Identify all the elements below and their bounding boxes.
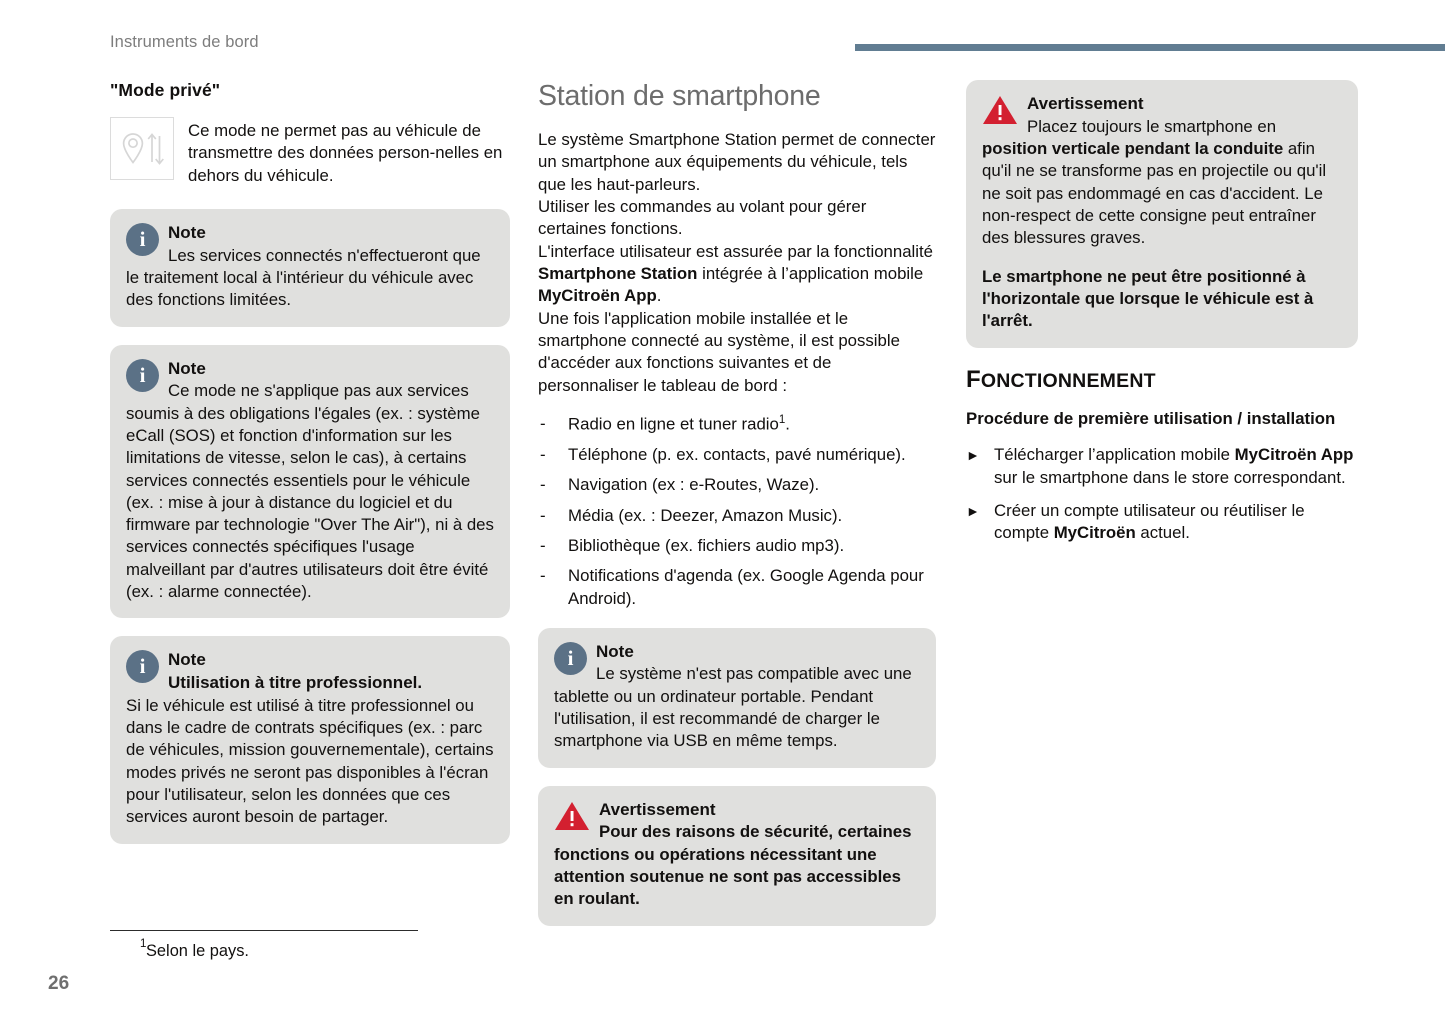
column-left bbox=[110, 80, 510, 862]
note-body: Les services connectés n'effectueront que le traitement local à l'intérieur du véhicule avec des fonctions limitées. bbox=[126, 245, 481, 310]
note-box bbox=[538, 628, 936, 768]
list-marker: - bbox=[540, 475, 546, 495]
list-item-suffix: . bbox=[785, 414, 790, 434]
private-mode-heading: "Mode privé" bbox=[110, 80, 221, 100]
list-marker: - bbox=[540, 505, 546, 525]
section-heading bbox=[966, 366, 1358, 394]
warning-body-post: afin qu'il ne se transforme pas en projectile ou qu'il ne soit pas endommagé en cas d'accident. Le non-respect de cette consigne peut entraîner des blessures graves. bbox=[982, 138, 1327, 248]
footnote-ref: 1 bbox=[778, 413, 786, 426]
note-subtitle: Utilisation à titre professionnel. bbox=[168, 673, 423, 693]
list-item-label: Bibliothèque (ex. fichiers audio mp3). bbox=[568, 535, 845, 555]
list-item bbox=[538, 413, 936, 436]
list-item bbox=[538, 444, 936, 466]
warning-triangle-icon bbox=[554, 800, 590, 832]
footnote-divider bbox=[110, 930, 418, 931]
list-marker: - bbox=[540, 444, 546, 464]
footnote-text: Selon le pays. bbox=[146, 942, 249, 960]
procedure-steps bbox=[966, 444, 1358, 544]
info-icon: i bbox=[126, 650, 159, 683]
column-right bbox=[966, 80, 1358, 556]
note-title: Note bbox=[168, 222, 206, 242]
footnote-marker: 1 bbox=[140, 938, 147, 950]
list-item bbox=[966, 444, 1358, 489]
section-heading-rest: ONCTIONNEMENT bbox=[980, 369, 1156, 392]
page-title: Station de smartphone bbox=[538, 80, 821, 112]
list-item bbox=[966, 500, 1358, 545]
intro-paragraph-1: Le système Smartphone Station permet de connecter un smartphone aux équipements du véhicule, tels que les haut-parleurs. bbox=[538, 130, 936, 194]
note-box bbox=[110, 209, 510, 327]
intro-3-mid: intégrée à l’application mobile bbox=[697, 263, 924, 283]
warning-body: Pour des raisons de sécurité, certaines fonctions ou opérations nécessitant une attention soutenue ne sont pas accessibles en roulant. bbox=[554, 822, 912, 909]
list-item-label: Téléphone (p. ex. contacts, pavé numérique). bbox=[568, 444, 906, 464]
note-body: Ce mode ne s'applique pas aux services soumis à des obligations l'égales (ex. : système eCall (SOS) et fonction d'information sur les limitations de vitesse, selon le cas), à certains services connectés essentiels pour le véhicule (ex. : mise à jour à distance du logiciel et du firmware par technologie "Over The Air"), ni à des services connectés spécifiques l'usage malveillant par d'autres utilisateurs doit être évité (ex. : alarme connectée). bbox=[126, 381, 494, 602]
warning-body-pre: Placez toujours le smartphone en bbox=[1027, 116, 1277, 136]
arrow-right-icon: ► bbox=[966, 447, 980, 464]
warning-title: Avertissement bbox=[599, 799, 716, 819]
list-item bbox=[538, 535, 936, 557]
procedure-subheading: Procédure de première utilisation / installation bbox=[966, 408, 1336, 428]
list-item-label: Média (ex. : Deezer, Amazon Music). bbox=[568, 505, 843, 525]
list-item bbox=[538, 565, 936, 610]
warning-box bbox=[538, 786, 936, 926]
intro-3-bold-2: MyCitroën App bbox=[538, 286, 657, 306]
intro-3-bold-1: Smartphone Station bbox=[538, 263, 698, 283]
step-post: actuel. bbox=[1135, 523, 1190, 543]
info-icon: i bbox=[554, 642, 587, 675]
list-marker: - bbox=[540, 413, 546, 433]
list-marker: - bbox=[540, 535, 546, 555]
list-item-label: Navigation (ex : e-Routes, Waze). bbox=[568, 475, 820, 495]
list-item-label: Radio en ligne et tuner radio bbox=[568, 414, 779, 434]
note-body: Si le véhicule est utilisé à titre professionnel ou dans le cadre de contrats spécifiques (ex. : parc de véhicules, mission gouvernementale), certains modes privés ne seront pas disponibles à l'écran pour l'utilisateur, selon les données que ces services auront besoin de partager. bbox=[126, 695, 494, 827]
note-body: Le système n'est pas compatible avec une tablette ou un ordinateur portable. Pendant l'utilisation, il est recommandé de charger le smartphone via USB en même temps. bbox=[554, 664, 912, 751]
feature-list bbox=[538, 413, 936, 610]
note-title: Note bbox=[168, 650, 206, 670]
private-mode-caption: Ce mode ne permet pas au véhicule de transmettre des données person-nelles en dehors du véhicule. bbox=[188, 121, 503, 185]
list-item-label: Notifications d'agenda (ex. Google Agenda pour Android). bbox=[568, 566, 924, 608]
step-bold: MyCitroën bbox=[1053, 523, 1136, 543]
warning-triangle-icon bbox=[982, 94, 1018, 126]
list-item bbox=[538, 474, 936, 496]
running-header: Instruments de bord bbox=[110, 33, 259, 51]
note-title: Note bbox=[168, 358, 206, 378]
footnote-block bbox=[110, 930, 440, 962]
list-marker: - bbox=[540, 566, 546, 586]
private-mode-icon-row bbox=[110, 117, 510, 187]
warning-title: Avertissement bbox=[1027, 94, 1144, 113]
step-post: sur le smartphone dans le store correspondant. bbox=[994, 467, 1346, 487]
step-pre: Télécharger l’application mobile bbox=[994, 445, 1235, 465]
intro-3-pre: L'interface utilisateur est assurée par la fonctionnalité bbox=[538, 241, 933, 261]
intro-paragraph-3 bbox=[538, 241, 936, 308]
note-box bbox=[110, 636, 510, 843]
warning-body-bold: position verticale pendant la conduite bbox=[982, 138, 1284, 158]
header-accent-rule bbox=[855, 44, 1445, 51]
intro-paragraph-4: Une fois l'application mobile installée et le smartphone connecté au système, il est possible d'accéder aux fonctions suivantes et de personnaliser le tableau de bord : bbox=[538, 308, 900, 395]
note-box bbox=[110, 345, 510, 619]
page-number: 26 bbox=[48, 973, 70, 994]
private-mode-icon bbox=[110, 117, 174, 180]
column-middle bbox=[538, 80, 936, 944]
warning-box bbox=[966, 80, 1358, 348]
warning-body-emphasis: Le smartphone ne peut être positionné à l'horizontale que lorsque le véhicule est à l'arrêt. bbox=[982, 266, 1314, 331]
section-heading-initial: F bbox=[966, 365, 981, 393]
info-icon: i bbox=[126, 223, 159, 256]
footnote bbox=[110, 938, 440, 962]
note-title: Note bbox=[596, 641, 634, 661]
intro-3-post: . bbox=[656, 286, 662, 306]
step-pre: Créer un compte utilisateur ou réutiliser le compte bbox=[994, 500, 1305, 543]
list-item bbox=[538, 505, 936, 527]
step-bold: MyCitroën App bbox=[1234, 445, 1354, 465]
info-icon: i bbox=[126, 359, 159, 392]
intro-paragraph-2: Utiliser les commandes au volant pour gérer certaines fonctions. bbox=[538, 196, 867, 239]
arrow-right-icon: ► bbox=[966, 502, 980, 519]
